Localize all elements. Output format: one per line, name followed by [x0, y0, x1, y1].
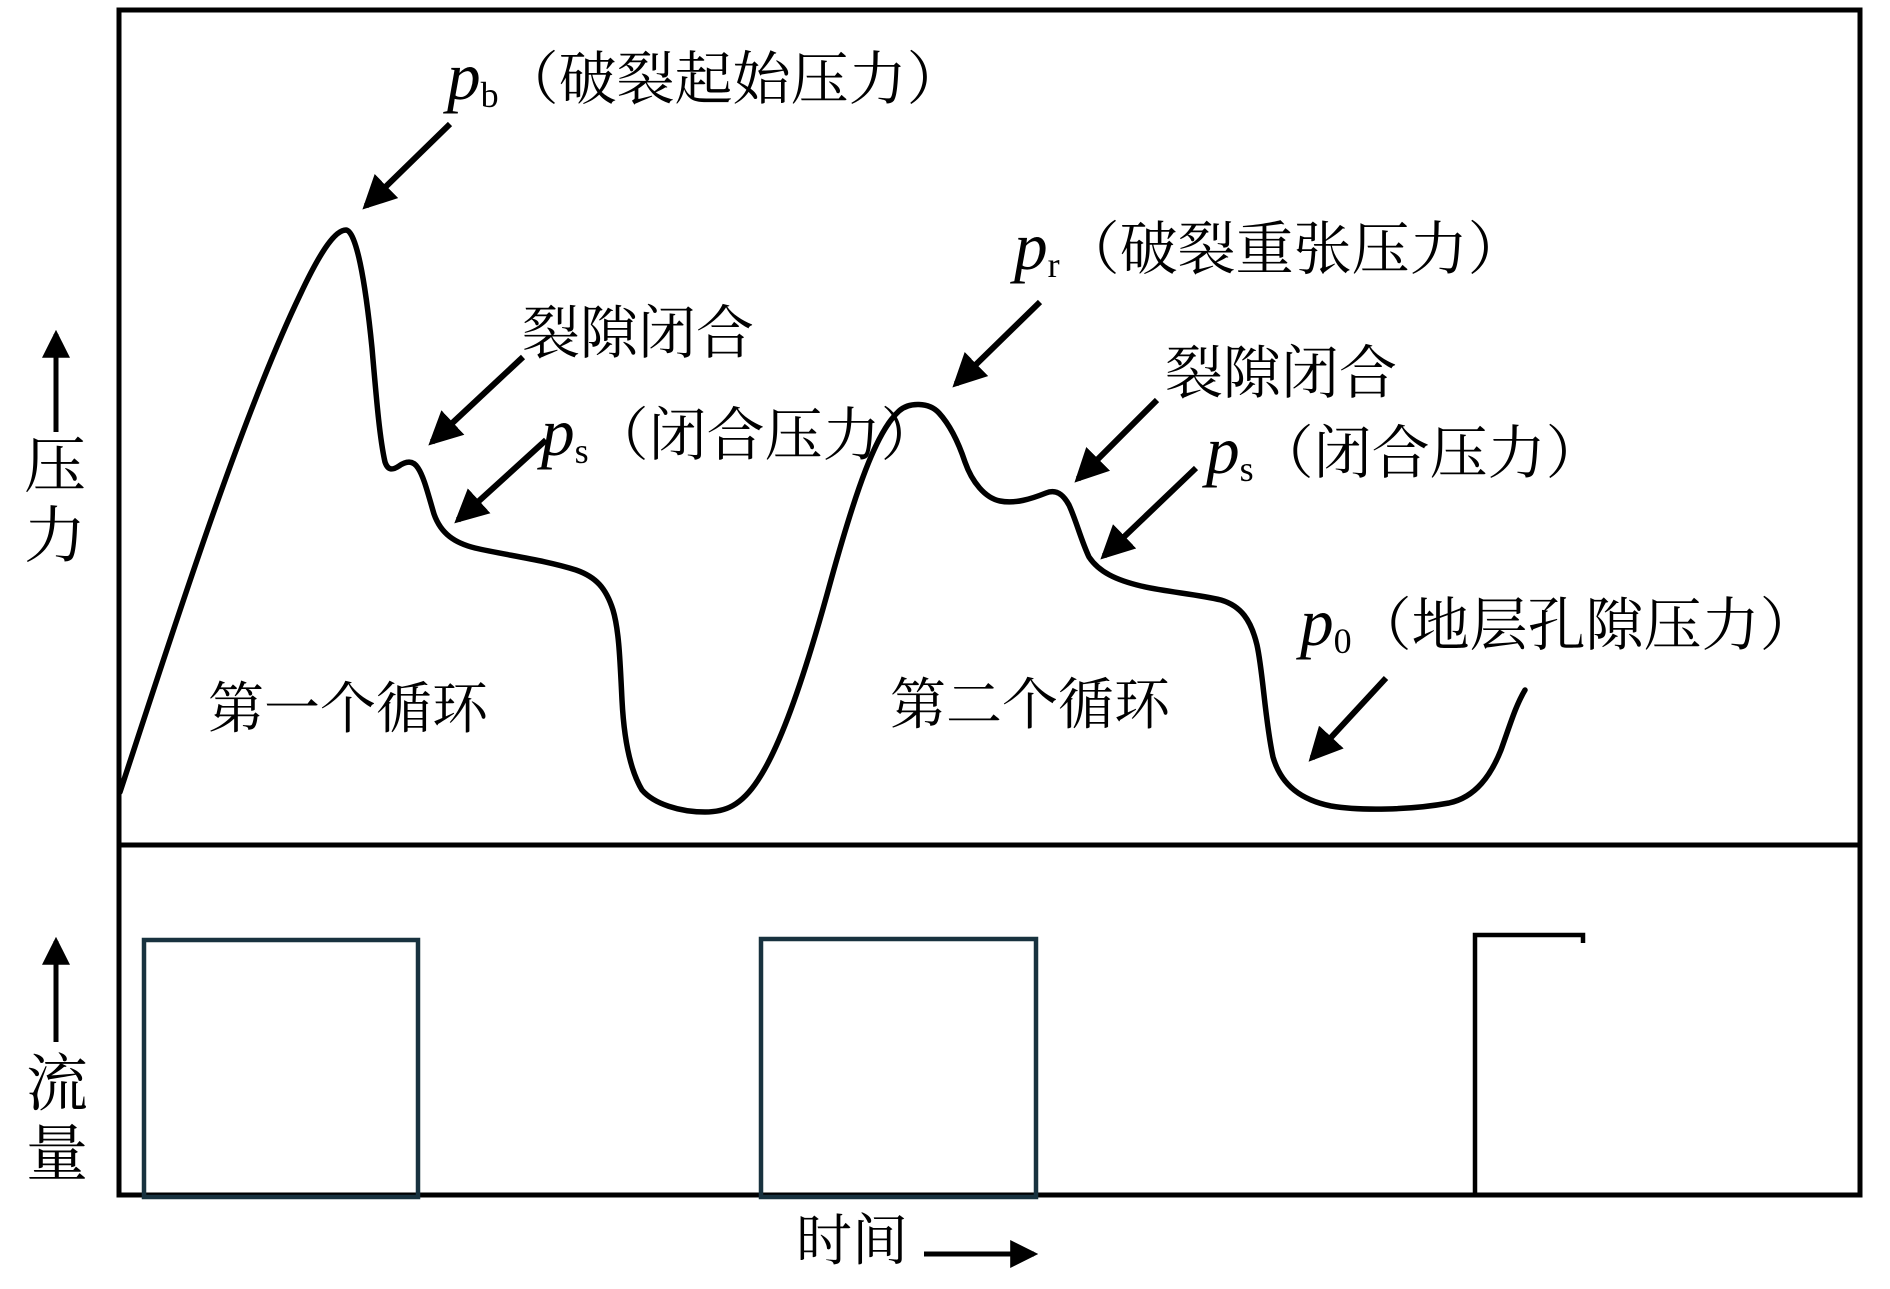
pressure-axis-label: 压力	[23, 433, 86, 571]
cycle-1-caption: 第一个循环	[208, 679, 488, 741]
cycle-2-caption: 第二个循环	[890, 675, 1170, 737]
annotation-arrow-p0	[1312, 678, 1386, 758]
pr-text: （破裂重张压力）	[1061, 217, 1526, 282]
ps1-annotation-label	[541, 396, 939, 471]
annotation-arrow-ps1	[458, 440, 546, 520]
ps2-annotation-label	[1206, 414, 1604, 489]
flow-pulse-1	[144, 940, 418, 1197]
annotation-arrow-pr	[956, 302, 1040, 384]
ps1-text: （闭合压力）	[590, 403, 939, 468]
pb-annotation-label	[447, 40, 965, 115]
ps2-subscript: s	[1239, 448, 1254, 489]
annotation-arrow-pb	[366, 124, 450, 206]
pb-symbol: p	[447, 39, 481, 114]
p0-annotation-label	[1300, 586, 1818, 661]
pr-annotation-label	[1014, 210, 1526, 285]
p0-text: （地层孔隙压力）	[1353, 593, 1818, 658]
flow-axis-label: 流量	[25, 1051, 88, 1189]
flow-pulse-2	[761, 939, 1036, 1197]
p0-subscript: 0	[1333, 620, 1352, 661]
fracture-close-2-label: 裂隙闭合	[1165, 341, 1398, 406]
annotation-arrow-ps2	[1104, 468, 1196, 556]
ps2-symbol: p	[1206, 413, 1240, 488]
time-axis-label: 时间	[796, 1211, 908, 1273]
annotation-arrow-fracture-close-2	[1078, 400, 1157, 479]
ps2-text: （闭合压力）	[1255, 421, 1604, 486]
pr-symbol: p	[1014, 209, 1048, 284]
fracture-close-1-label: 裂隙闭合	[522, 301, 755, 366]
annotation-arrow-fracture-close-1	[432, 357, 523, 442]
p0-symbol: p	[1300, 585, 1334, 660]
ps1-symbol: p	[541, 395, 575, 470]
pb-subscript: b	[480, 74, 499, 115]
pb-text: （破裂起始压力）	[500, 47, 965, 112]
ps1-subscript: s	[574, 430, 589, 471]
flow-pulse-3	[1475, 935, 1583, 1195]
pr-subscript: r	[1047, 244, 1060, 285]
